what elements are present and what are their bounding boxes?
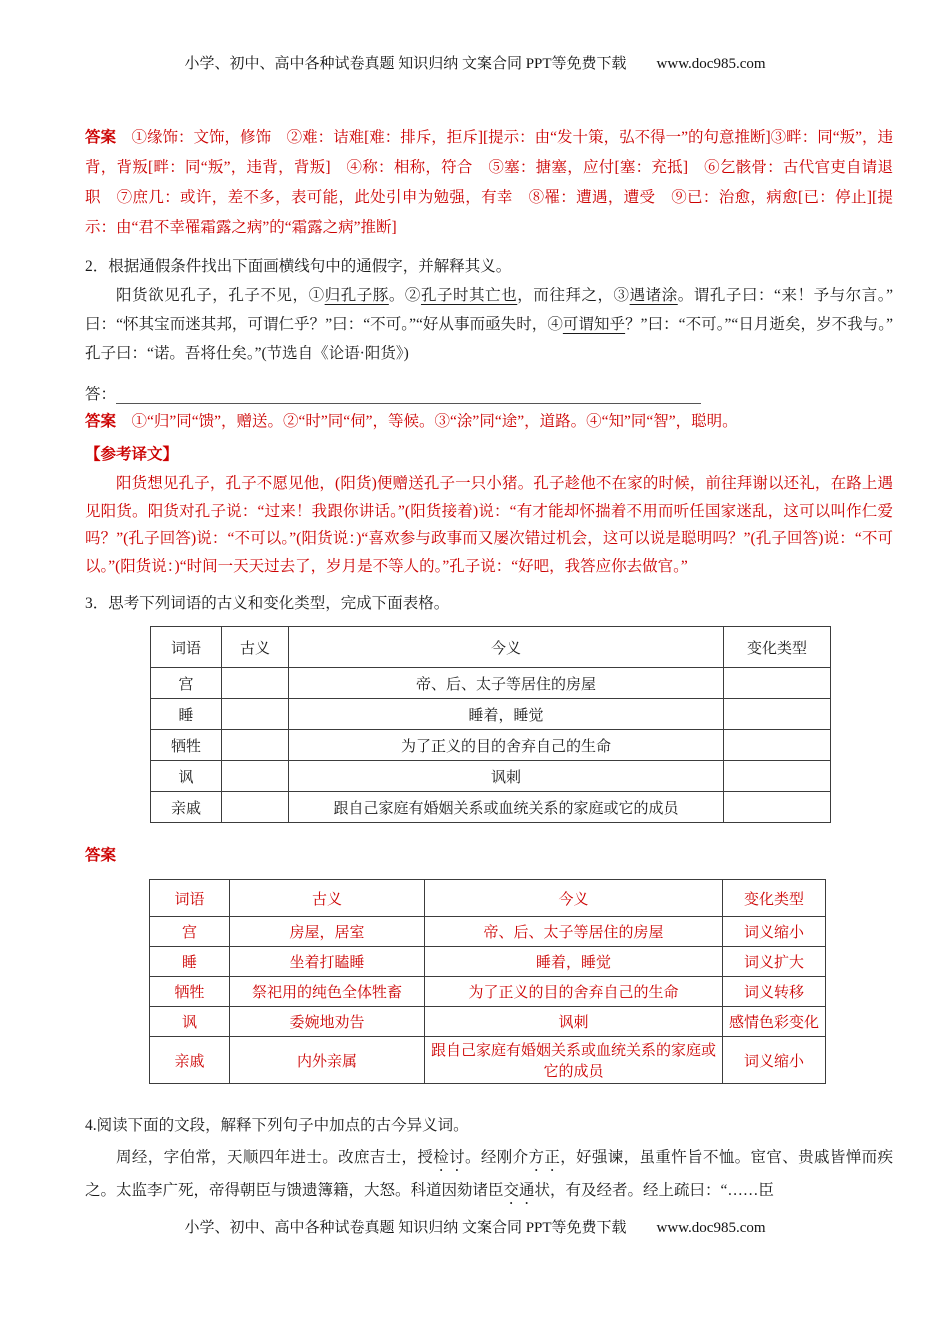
- table-header-row: [150, 880, 826, 917]
- text-run: 状，有及经者。经上疏曰：“……臣: [534, 1182, 774, 1199]
- question-4-heading: 4.阅读下面的文段，解释下列句子中加点的古今异义词。: [85, 1117, 469, 1134]
- table-cell: 宫: [150, 917, 230, 947]
- answer-blank-row: [85, 374, 893, 404]
- table-header-cell: 变化类型: [724, 627, 831, 668]
- table-row: [150, 977, 826, 1007]
- text-run: 可谓知乎: [562, 316, 626, 333]
- table-cell: 词义缩小: [723, 1037, 826, 1084]
- reference-translation-paragraph: 阳货想见孔子，孔子不愿见他，(阳货)便赠送孔子一只小猪。孔子趁他不在家的时候，前往拜谢以还礼，在路上遇见阳货。阳货对孔子说：“过来！我跟你讲话。”(阳货接着)说：“有才能却怀揣着不用而听任国家迷乱，这可以叫作仁爱吗？”(孔子回答)说：“不可以。”(阳货说：)“喜欢参与政事而又屡次错过机会，这可以说是聪明吗？”(孔子回答)说：“不可以。”(阳货说：)“时间一天天过去了，岁月是不等人的。”孔子说：“好吧，我答应你去做官。”: [85, 475, 893, 575]
- page-footer: 小学、初中、高中各种试卷真题 知识归纳 文案合同 PPT等免费下载 www.doc985.com: [184, 1220, 766, 1236]
- question-2-heading: 2．根据通假条件找出下面画横线句中的通假字，并解释其义。: [85, 258, 512, 275]
- table-cell: 帝、后、太子等居住的房屋: [425, 917, 723, 947]
- table-cell: [222, 730, 289, 761]
- table-cell: 词义转移: [723, 977, 826, 1007]
- table-cell: 亲戚: [151, 792, 222, 823]
- table-cell: [724, 699, 831, 730]
- table-cell: 委婉地劝告: [230, 1007, 425, 1037]
- answer-blank-line: [116, 381, 701, 404]
- table-cell: 帝、后、太子等居住的房屋: [289, 668, 724, 699]
- table-row: [151, 699, 831, 730]
- reference-translation-title: 【参考译文】: [85, 446, 179, 463]
- text-run: 交通: [503, 1182, 535, 1199]
- table-cell: 为了正义的目的舍弃自己的生命: [289, 730, 724, 761]
- table-header-cell: 古义: [230, 880, 425, 917]
- table-header-cell: 变化类型: [723, 880, 826, 917]
- table-cell: 讽: [151, 761, 222, 792]
- table-cell: 祭祀用的纯色全体牲畜: [230, 977, 425, 1007]
- question-3-answer-label: 答案: [85, 847, 117, 864]
- answer-prompt-label: 答：: [85, 386, 117, 403]
- table-cell: 坐着打瞌睡: [230, 947, 425, 977]
- table-cell: 牺牲: [151, 730, 222, 761]
- text-run: ？”曰：“不可。”“日月逝矣，岁不我与。”孔子曰：“诺。吾将仕矣。”(节选自《论语·阳货》): [85, 316, 893, 362]
- table-cell: 睡: [150, 947, 230, 977]
- table-cell: [724, 668, 831, 699]
- table-row: [151, 730, 831, 761]
- question-2-passage: [85, 281, 893, 368]
- text-run: 阳货欲见孔子，孔子不见，①: [116, 287, 325, 304]
- text-run: 方正: [528, 1149, 561, 1166]
- text-run: 周经，字伯常，天顺四年进士。改庶吉士，授: [116, 1149, 434, 1166]
- text-run: ①缘饰：文饰，修饰 ②难：诘难[难：排斥，拒斥][提示：由“发十策，弘不得一”的句意推断]③畔：同“叛”，违背，背叛[畔：同“叛”，违背，背叛] ④称：相称，符合 ⑤塞：搪塞，应付[塞：充抵] ⑥乞骸骨：古代官吏自请退职 ⑦庶几：或许，差不多，表可能，此处引申为勉强，有幸 ⑧罹：遭遇，遭受 ⑨已：治愈，病愈[已：停止][提示：由“君不幸罹霜露之病”的“霜露之病”推断]: [85, 129, 893, 236]
- table-cell: [222, 761, 289, 792]
- table-row: [151, 761, 831, 792]
- table-cell: 房屋，居室: [230, 917, 425, 947]
- table-cell: 讽刺: [425, 1007, 723, 1037]
- table-cell: 感情色彩变化: [723, 1007, 826, 1037]
- text-run: 归孔子豚: [324, 287, 389, 304]
- table-cell: 内外亲属: [230, 1037, 425, 1084]
- table-header-cell: 古义: [222, 627, 289, 668]
- page-header: 小学、初中、高中各种试卷真题 知识归纳 文案合同 PPT等免费下载 www.doc985.com: [184, 56, 766, 72]
- table-cell: [724, 761, 831, 792]
- text-run: 答案: [85, 413, 117, 430]
- text-run: 。经刚介: [465, 1149, 529, 1166]
- table-header-row: [151, 627, 831, 668]
- table-cell: 跟自己家庭有婚姻关系或血统关系的家庭或它的成员: [289, 792, 724, 823]
- table-cell: 讽刺: [289, 761, 724, 792]
- table-cell: 词义缩小: [723, 917, 826, 947]
- question-3-heading: 3．思考下列词语的古义和变化类型，完成下面表格。: [85, 595, 450, 612]
- answer-block-1: [85, 123, 893, 243]
- text-run: 遇诸涂: [629, 287, 678, 304]
- table-row: [150, 917, 826, 947]
- text-run: 答案: [85, 129, 117, 146]
- table-cell: 讽: [150, 1007, 230, 1037]
- table-cell: 跟自己家庭有婚姻关系或血统关系的家庭或它的成员: [425, 1037, 723, 1084]
- table-cell: [222, 699, 289, 730]
- table-row: [151, 668, 831, 699]
- table-cell: 宫: [151, 668, 222, 699]
- table-row: [151, 792, 831, 823]
- text-run: 孔子时其亡也: [420, 287, 518, 304]
- table-row: [150, 1007, 826, 1037]
- table-cell: 亲戚: [150, 1037, 230, 1084]
- table-row: [150, 1037, 826, 1084]
- table-cell: 牺牲: [150, 977, 230, 1007]
- question-4-passage: [85, 1142, 893, 1208]
- table-cell: 睡: [151, 699, 222, 730]
- text-run: 检讨: [433, 1149, 465, 1166]
- table-row: [150, 947, 826, 977]
- text-run: ①“归”同“馈”，赠送。②“时”同“伺”，等候。③“涂”同“途”，道路。④“知”同“智”，聪明。: [116, 413, 738, 430]
- table-cell: [222, 668, 289, 699]
- table-header-cell: 今义: [289, 627, 724, 668]
- table-cell: [222, 792, 289, 823]
- ancient-modern-answer-table: [149, 879, 826, 1084]
- table-cell: [724, 792, 831, 823]
- table-cell: [724, 730, 831, 761]
- table-cell: 为了正义的目的舍弃自己的生命: [425, 977, 723, 1007]
- table-header-cell: 词语: [151, 627, 222, 668]
- question-2-answer: [85, 408, 893, 436]
- ancient-modern-blank-table: [150, 626, 831, 823]
- document-content: [85, 123, 893, 1208]
- table-cell: 睡着，睡觉: [425, 947, 723, 977]
- text-run: ，好强谏，虽重忤旨不恤。宦官、贵戚皆惮而疾之。太监李广死，帝得朝臣与馈遗簿籍，大怒。科道因劾诸臣: [85, 1149, 893, 1199]
- table-cell: 睡着，睡觉: [289, 699, 724, 730]
- text-run: 。谓孔子曰：“来！予与尔言。”曰：“怀其宝而迷其邦，可谓仁乎？”曰：“不可。”“好从事而亟失时，④: [85, 287, 893, 333]
- table-header-cell: 词语: [150, 880, 230, 917]
- text-run: ，而往拜之，③: [517, 287, 630, 304]
- table-cell: 词义扩大: [723, 947, 826, 977]
- text-run: 。②: [388, 287, 421, 304]
- table-header-cell: 今义: [425, 880, 723, 917]
